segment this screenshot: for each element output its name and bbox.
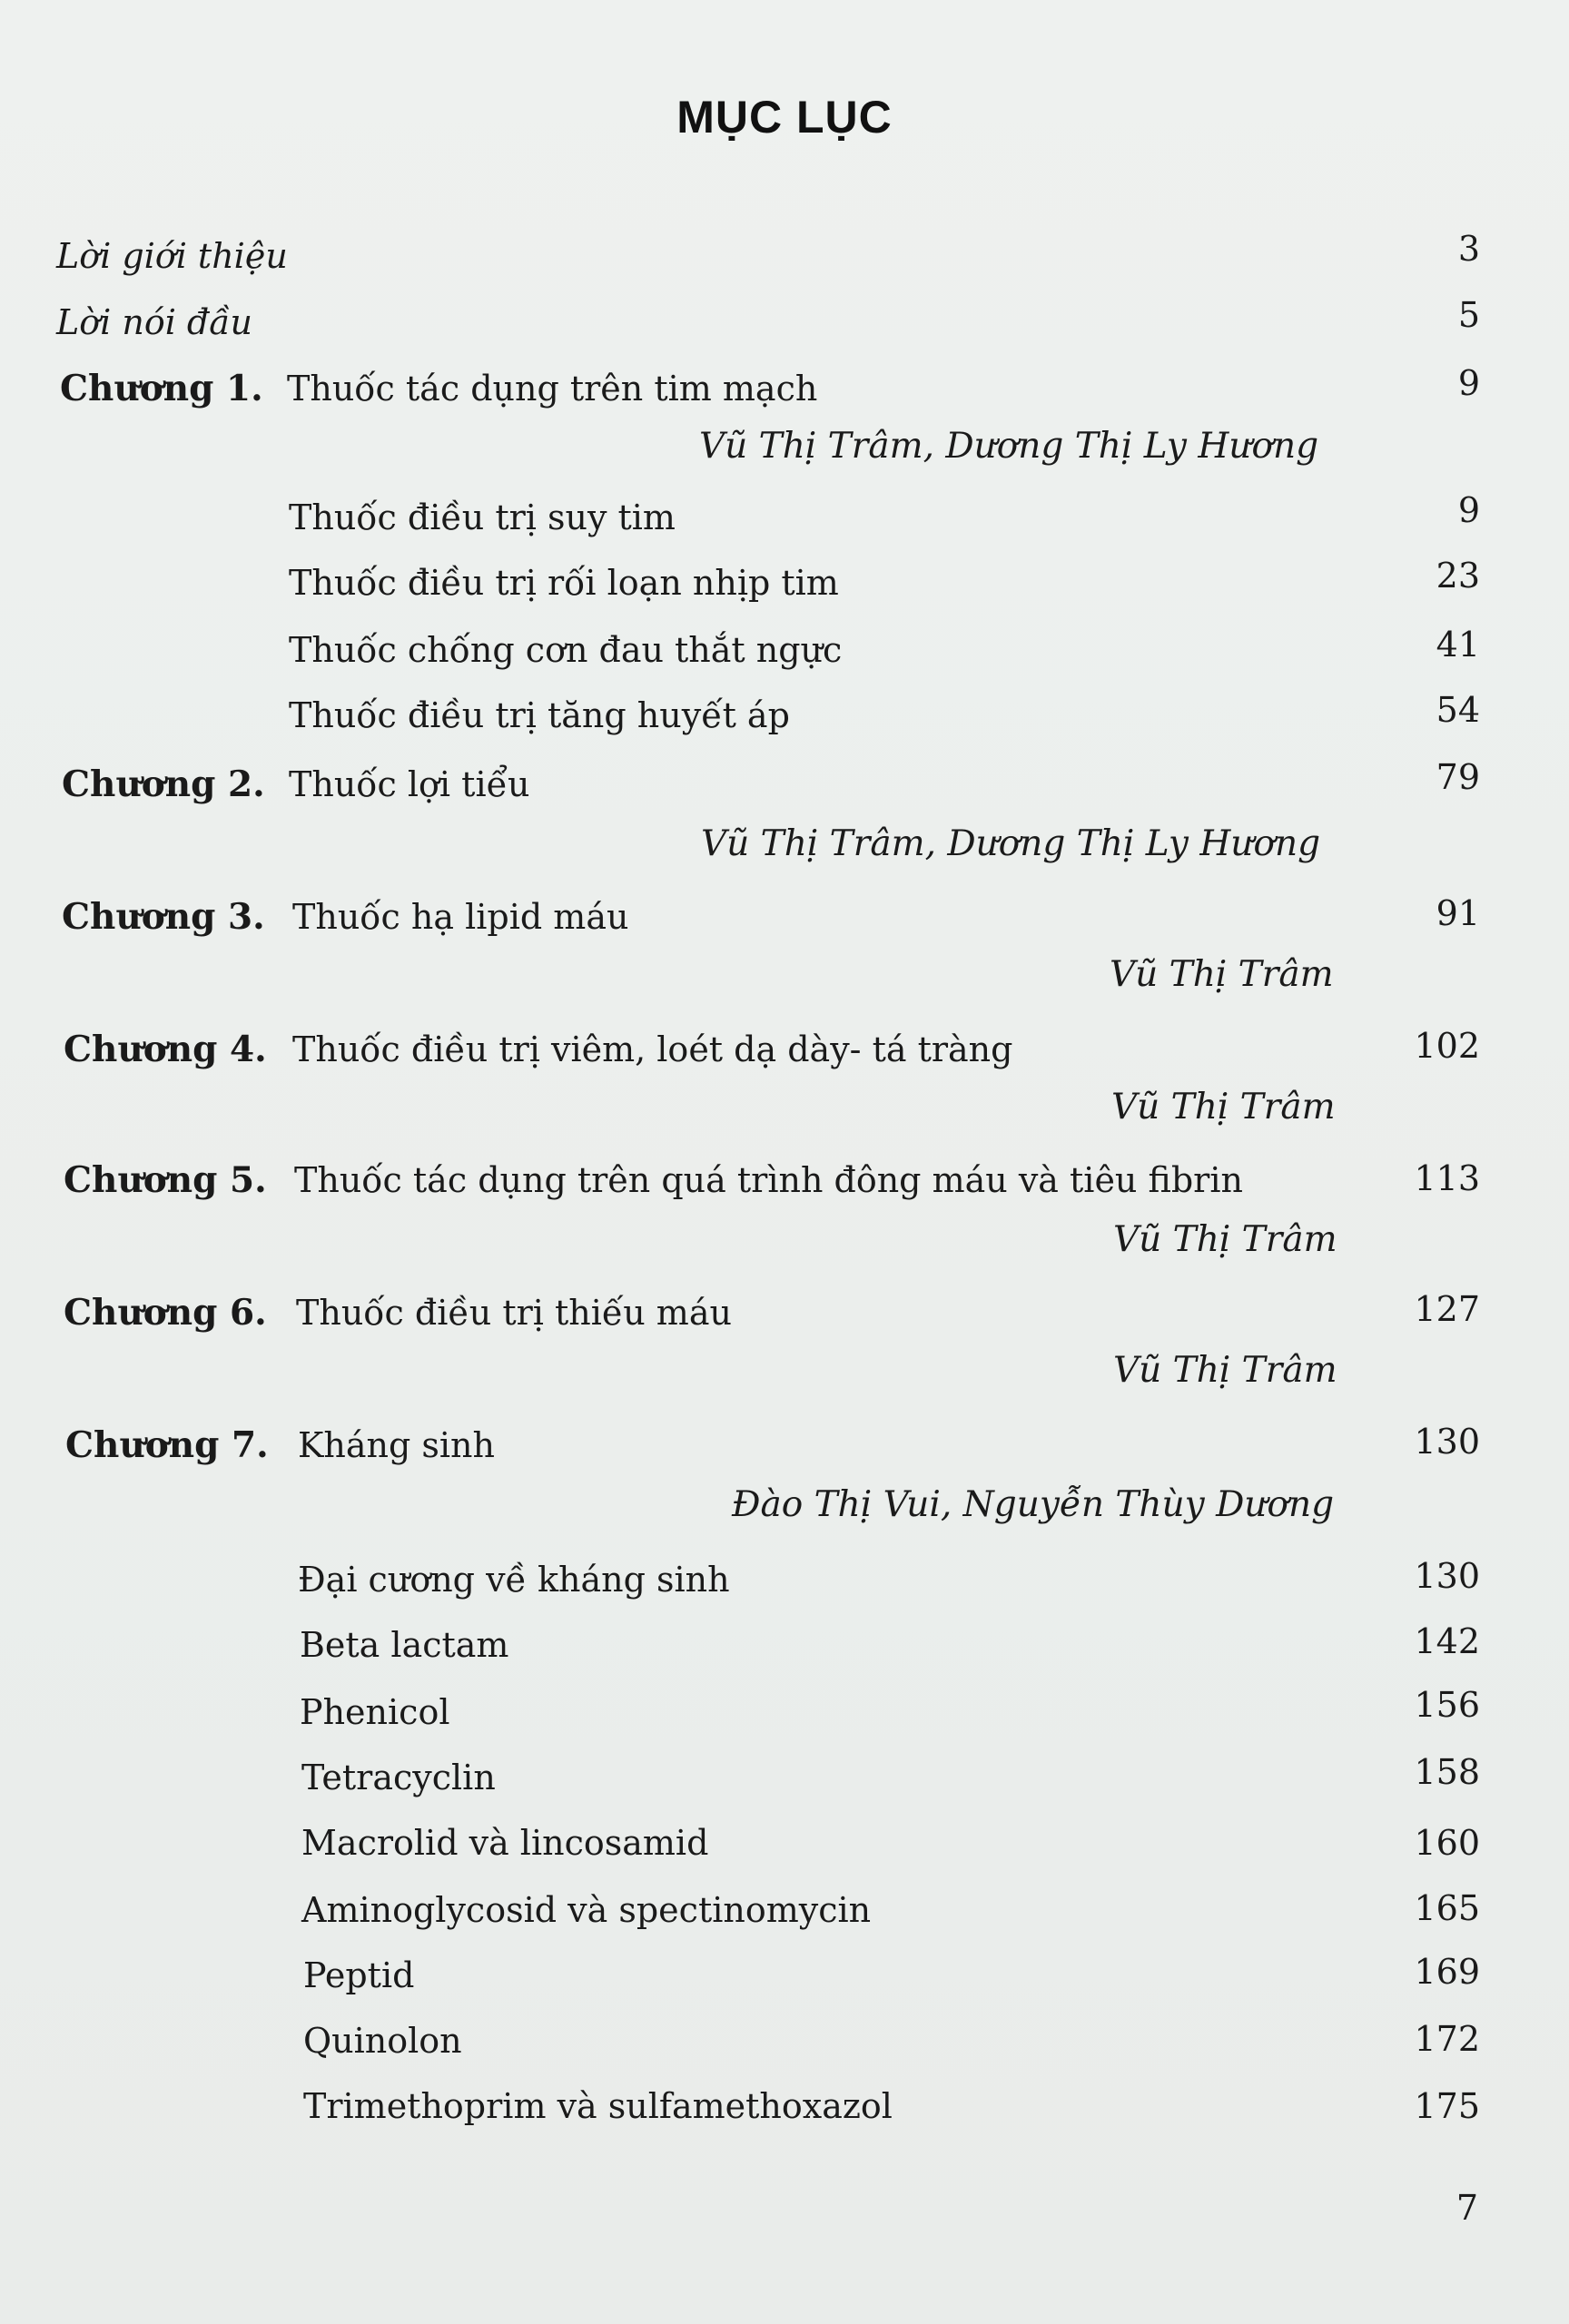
section-label: Thuốc điều trị tăng huyết áp bbox=[289, 695, 790, 735]
chapter-page: 91 bbox=[1436, 893, 1480, 933]
toc-chapter-3[interactable] bbox=[0, 890, 1569, 944]
section-page: 172 bbox=[1414, 2019, 1480, 2059]
chapter-author: Vũ Thị Trâm bbox=[1110, 954, 1334, 995]
section-page: 130 bbox=[1414, 1556, 1480, 1596]
toc-section[interactable] bbox=[0, 688, 1569, 743]
section-label: Tetracyclin bbox=[301, 1758, 496, 1797]
toc-chapter-4[interactable] bbox=[0, 1022, 1569, 1077]
toc-section[interactable] bbox=[0, 556, 1569, 610]
section-page: 41 bbox=[1436, 625, 1480, 665]
chapter-title: Kháng sinh bbox=[298, 1425, 495, 1465]
section-label: Đại cương về kháng sinh bbox=[298, 1560, 730, 1600]
toc-section[interactable] bbox=[0, 1618, 1569, 1672]
section-page: 9 bbox=[1457, 490, 1480, 530]
section-page: 169 bbox=[1414, 1952, 1480, 1992]
section-page: 158 bbox=[1414, 1752, 1480, 1792]
toc-section[interactable] bbox=[0, 1816, 1569, 1870]
chapter-number: Chương 4. bbox=[64, 1029, 267, 1070]
section-page: 54 bbox=[1436, 690, 1480, 730]
section-page: 156 bbox=[1414, 1685, 1480, 1725]
entry-page: 5 bbox=[1457, 295, 1480, 335]
chapter-title: Thuốc lợi tiểu bbox=[289, 764, 530, 804]
toc-chapter-1[interactable] bbox=[0, 361, 1569, 416]
toc-section[interactable] bbox=[0, 2079, 1569, 2133]
chapter-page: 79 bbox=[1436, 757, 1480, 797]
section-page: 23 bbox=[1436, 556, 1480, 596]
chapter-page: 130 bbox=[1414, 1422, 1480, 1462]
toc-entry-preface[interactable] bbox=[0, 295, 1569, 350]
toc-section[interactable] bbox=[0, 623, 1569, 677]
section-label: Trimethoprim và sulfamethoxazol bbox=[303, 2086, 893, 2126]
chapter-page: 113 bbox=[1414, 1158, 1480, 1198]
page-title: MỤC LỤC bbox=[676, 92, 893, 143]
entry-label: Lời giới thiệu bbox=[56, 236, 288, 276]
section-label: Beta lactam bbox=[300, 1625, 509, 1665]
toc-chapter-5[interactable] bbox=[0, 1153, 1569, 1207]
chapter-author: Vũ Thị Trâm bbox=[1111, 1087, 1336, 1128]
toc-chapter-2[interactable] bbox=[0, 757, 1569, 812]
toc-chapter-7[interactable] bbox=[0, 1418, 1569, 1472]
toc-chapter-6[interactable] bbox=[0, 1285, 1569, 1340]
section-label: Phenicol bbox=[300, 1692, 450, 1732]
chapter-title: Thuốc điều trị thiếu máu bbox=[296, 1293, 732, 1333]
chapter-number: Chương 1. bbox=[60, 368, 263, 409]
section-label: Aminoglycosid và spectinomycin bbox=[301, 1890, 872, 1930]
chapter-title: Thuốc tác dụng trên quá trình đông máu và tiêu fibrin bbox=[294, 1160, 1243, 1200]
toc-section[interactable] bbox=[0, 1750, 1569, 1805]
section-label: Macrolid và lincosamid bbox=[301, 1823, 709, 1863]
section-page: 160 bbox=[1414, 1823, 1480, 1863]
entry-page: 3 bbox=[1457, 229, 1480, 269]
page-number: 7 bbox=[1456, 2188, 1478, 2228]
section-label: Quinolon bbox=[303, 2021, 462, 2061]
chapter-number: Chương 5. bbox=[64, 1159, 267, 1201]
toc-section[interactable] bbox=[0, 490, 1569, 545]
section-label: Peptid bbox=[303, 1955, 415, 1995]
chapter-page: 9 bbox=[1457, 363, 1480, 403]
chapter-author: Vũ Thị Trâm bbox=[1113, 1350, 1337, 1391]
chapter-title: Thuốc hạ lipid máu bbox=[292, 897, 629, 937]
entry-label: Lời nói đầu bbox=[56, 302, 253, 342]
section-page: 175 bbox=[1414, 2086, 1480, 2126]
chapter-author: Vũ Thị Trâm, Dương Thị Ly Hương bbox=[699, 426, 1319, 467]
chapter-number: Chương 6. bbox=[64, 1292, 267, 1334]
chapter-page: 127 bbox=[1414, 1289, 1480, 1329]
chapter-number: Chương 7. bbox=[65, 1424, 269, 1466]
section-page: 142 bbox=[1414, 1621, 1480, 1661]
section-label: Thuốc chống cơn đau thắt ngực bbox=[289, 630, 843, 670]
section-label: Thuốc điều trị suy tim bbox=[289, 497, 676, 537]
section-page: 165 bbox=[1414, 1888, 1480, 1928]
chapter-title: Thuốc tác dụng trên tim mạch bbox=[287, 369, 818, 409]
chapter-author: Đào Thị Vui, Nguyễn Thùy Dương bbox=[732, 1484, 1335, 1525]
toc-section[interactable] bbox=[0, 2014, 1569, 2068]
toc-section[interactable] bbox=[0, 1685, 1569, 1739]
chapter-page: 102 bbox=[1414, 1026, 1480, 1066]
toc-entry-intro[interactable] bbox=[0, 229, 1569, 283]
section-label: Thuốc điều trị rối loạn nhịp tim bbox=[289, 563, 839, 603]
chapter-title: Thuốc điều trị viêm, loét dạ dày- tá tràng bbox=[292, 1029, 1013, 1069]
toc-section[interactable] bbox=[0, 1948, 1569, 2003]
toc-section[interactable] bbox=[0, 1552, 1569, 1607]
toc-section[interactable] bbox=[0, 1883, 1569, 1937]
chapter-author: Vũ Thị Trâm, Dương Thị Ly Hương bbox=[701, 823, 1321, 864]
chapter-author: Vũ Thị Trâm bbox=[1113, 1219, 1337, 1260]
chapter-number: Chương 2. bbox=[62, 763, 265, 805]
chapter-number: Chương 3. bbox=[62, 896, 265, 938]
